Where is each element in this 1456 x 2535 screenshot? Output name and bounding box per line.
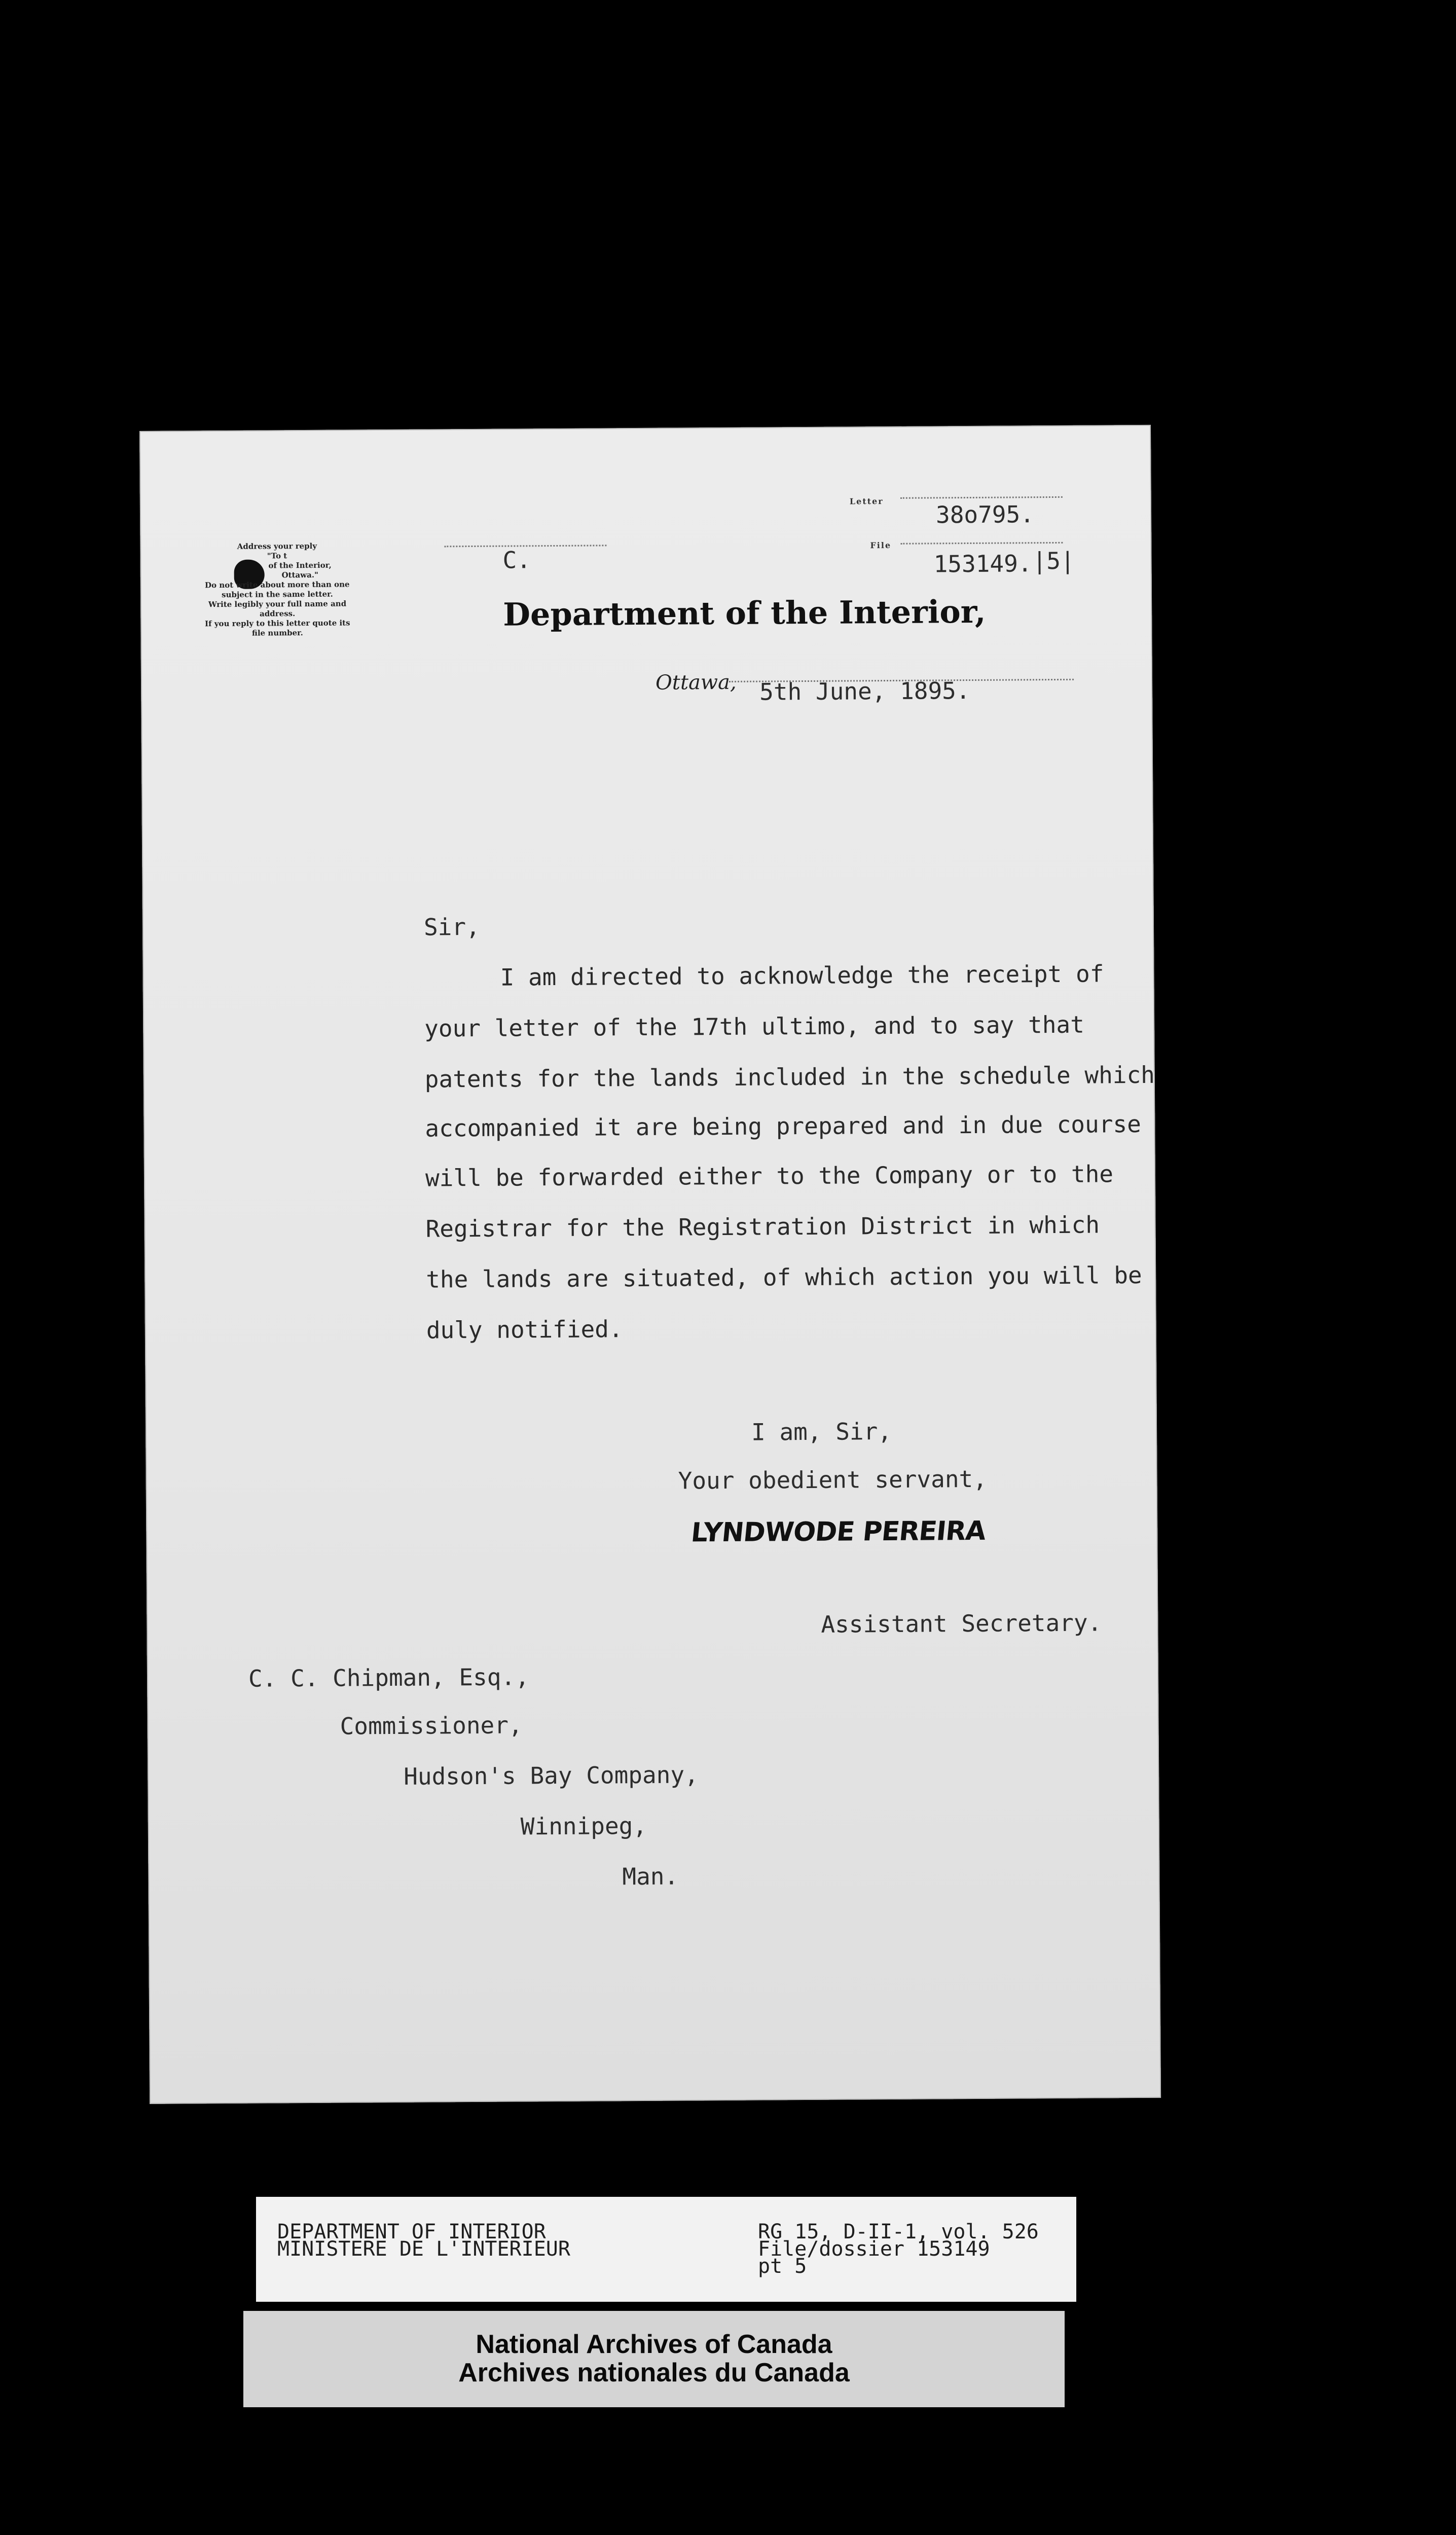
body-line: will be forwarded either to the Company or to the [425, 1160, 1114, 1192]
signatory-title: Assistant Secretary. [821, 1609, 1102, 1638]
addressee-line: Hudson's Bay Company, [404, 1761, 699, 1790]
catalog-file: File/dossier 153149 [758, 2237, 990, 2261]
letter-page [139, 425, 1161, 2104]
signature-stamp: LYNDWODE PEREIRA [689, 1515, 987, 1548]
notice-line: Do not write about more than one [205, 580, 350, 590]
addressee-line: Commissioner, [340, 1711, 523, 1740]
file-label: File [870, 540, 892, 551]
file-number: 153149. [933, 550, 1032, 578]
notice-line: Ottawa." [281, 570, 318, 580]
archives-english: National Archives of Canada [476, 2330, 832, 2359]
c-mark: C. [502, 546, 531, 574]
catalog-ministere: MINISTERE DE L'INTERIEUR [277, 2237, 570, 2261]
catalog-record-group: RG 15, D-II-1, vol. 526 [758, 2220, 1039, 2243]
body-line: patents for the lands included in the schedule which [424, 1061, 1155, 1093]
letter-body [424, 932, 1155, 1344]
ottawa-label: Ottawa, [655, 670, 737, 695]
closing-line-2: Your obedient servant, [678, 1465, 988, 1495]
body-line: your letter of the 17th ultimo, and to say that [424, 1010, 1084, 1042]
catalog-left [277, 2220, 570, 2261]
archival-catalog-card [256, 2197, 1076, 2302]
body-line: accompanied it are being prepared and in due course [425, 1110, 1141, 1142]
body-line: the lands are situated, of which action you will be [426, 1261, 1142, 1293]
file-dotted-line [900, 542, 1063, 545]
addressee-line: Winnipeg, [520, 1812, 647, 1840]
body-line: I am directed to acknowledge the receipt of [500, 960, 1104, 991]
reply-notice [191, 541, 363, 638]
body-line: duly notified. [426, 1315, 623, 1344]
notice-line: If you reply to this letter quote its [205, 618, 350, 629]
addressee-line: C. C. Chipman, Esq., [248, 1663, 530, 1692]
body-line: Registrar for the Registration District in which [425, 1211, 1100, 1243]
catalog-right [758, 2220, 1039, 2278]
notice-line: address. [260, 609, 296, 619]
notice-line: Address your reply [237, 541, 317, 551]
notice-line: subject in the same letter. [222, 589, 333, 600]
archives-french: Archives nationales du Canada [458, 2358, 850, 2387]
catalog-department: DEPARTMENT OF INTERIOR [277, 2220, 546, 2243]
notice-line: Write legibly your full name and [208, 599, 347, 609]
closing-line-1: I am, Sir, [751, 1417, 892, 1446]
archives-banner [243, 2311, 1065, 2407]
letter-label: Letter [849, 496, 884, 506]
letter-number: 38o795. [935, 500, 1035, 529]
part-number: |5| [1032, 547, 1075, 575]
catalog-part: pt 5 [758, 2255, 807, 2278]
department-title: Department of the Interior, [503, 593, 986, 633]
letter-date: 5th June, 1895. [759, 677, 970, 706]
notice-line: "To t [267, 551, 287, 561]
notice-line: of the Interior, [268, 560, 332, 570]
addressee-line: Man. [622, 1862, 679, 1891]
salutation: Sir, [423, 913, 480, 941]
letter-dotted-line [900, 496, 1063, 499]
notice-line: file number. [251, 628, 303, 638]
